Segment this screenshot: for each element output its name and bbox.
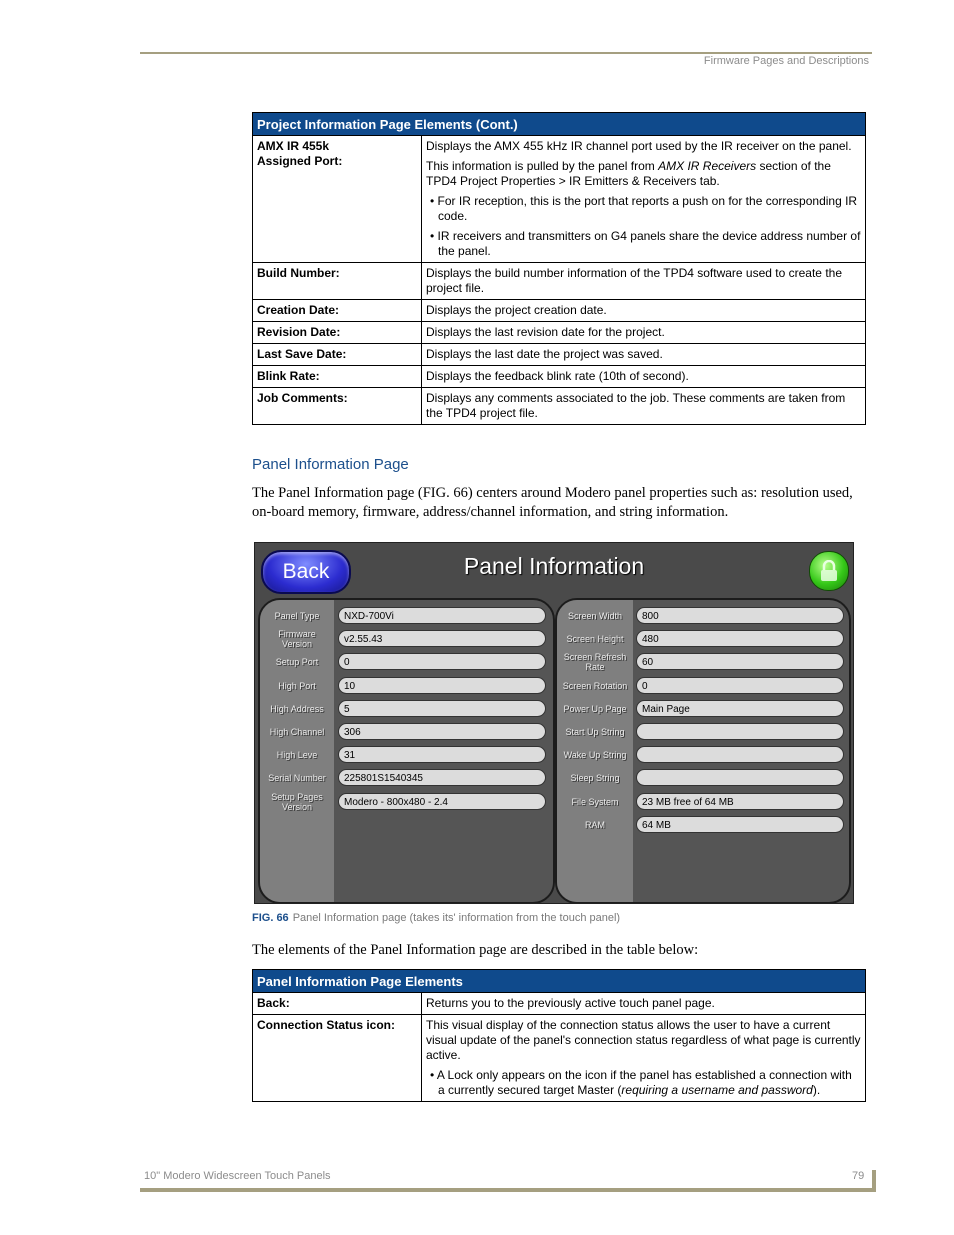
section-header: Firmware Pages and Descriptions — [703, 55, 869, 67]
table-row — [253, 344, 866, 366]
field-label: Screen Rotation — [562, 680, 628, 691]
row-desc: Displays the feedback blink rate (10th of second). — [422, 366, 866, 388]
table-row — [253, 388, 866, 425]
field-label: File System — [571, 796, 619, 807]
field-value: Modero - 800x480 - 2.4 — [338, 793, 546, 810]
footer-rule — [140, 1188, 876, 1192]
table-title: Panel Information Page Elements — [253, 970, 866, 993]
field-label: Screen Width — [567, 611, 623, 621]
table-row — [253, 136, 866, 263]
row-label: Creation Date: — [253, 300, 422, 322]
field-label: Serial Number — [268, 773, 326, 784]
table-row — [253, 263, 866, 300]
project-info-table — [252, 112, 866, 425]
row-desc-text: This information is pulled by the panel from AMX IR Receivers section of the TPD4 Project Properties > IR Emitters & Receivers tab. — [426, 159, 831, 188]
intro-paragraph: The Panel Information page (FIG. 66) centers around Modero panel properties such as: resolution used, on-board memory, firmware, address/channel information, and string information. — [252, 485, 853, 520]
field-label: Screen Height — [566, 634, 624, 645]
field-value: 480 — [636, 630, 844, 647]
field-value: 225801S1540345 — [338, 769, 546, 786]
table-intro: The elements of the Panel Information page are described in the table below: — [252, 942, 699, 958]
field-value: 60 — [636, 653, 844, 670]
field-label: Start Up String — [565, 727, 625, 737]
row-desc: Displays the project creation date. — [422, 300, 866, 322]
row-desc — [422, 1015, 866, 1102]
field-label: High Address — [270, 703, 324, 714]
field-label: Power Up Page — [563, 703, 627, 714]
footer-title: 10" Modero Widescreen Touch Panels — [144, 1170, 331, 1182]
row-label: Job Comments: — [253, 388, 422, 425]
table-title: Project Information Page Elements (Cont.) — [253, 113, 866, 136]
figure-caption-text: Panel Information page (takes its' information from the touch panel) — [292, 912, 621, 924]
row-desc — [422, 136, 866, 263]
field-value: 800 — [636, 607, 844, 624]
figure-caption — [252, 912, 620, 924]
field-value: 31 — [338, 746, 546, 763]
top-rule — [140, 52, 872, 54]
right-info-pane — [555, 598, 851, 904]
section-title: Panel Information Page — [252, 456, 409, 473]
field-value: 0 — [338, 653, 546, 670]
field-value — [636, 723, 844, 740]
panel-screenshot — [254, 542, 854, 904]
panel-info-table — [252, 969, 866, 1102]
field-value: NXD-700Vi — [338, 607, 546, 624]
panel-title: Panel Information — [463, 553, 645, 579]
field-value: 23 MB free of 64 MB — [636, 793, 844, 810]
field-label: Firmware Version — [278, 629, 316, 650]
field-label: RAM — [585, 819, 605, 830]
row-desc-text: This visual display of the connection status allows the user to have a current visual update of the panel's connection status regardless of what page is currently active. — [426, 1018, 861, 1062]
page-number: 79 — [852, 1170, 865, 1182]
field-value: 306 — [338, 723, 546, 740]
row-desc: Displays the build number information of the TPD4 software used to create the project file. — [422, 263, 866, 300]
field-value: 10 — [338, 677, 546, 694]
row-desc: Displays any comments associated to the job. These comments are taken from the TPD4 project file. — [422, 388, 866, 425]
figure-number: FIG. 66 — [252, 912, 289, 924]
field-label: Setup Port — [275, 657, 319, 668]
bullet-item: • IR receivers and transmitters on G4 panels share the device address number of the panel. — [430, 229, 861, 258]
table-row — [253, 366, 866, 388]
row-label: Build Number: — [253, 263, 422, 300]
field-value: Main Page — [636, 700, 844, 717]
row-desc: Displays the last date the project was saved. — [422, 344, 866, 366]
bullet-item: • A Lock only appears on the icon if the panel has established a connection with a currently secured target Master (requiring a username and password). — [430, 1068, 852, 1097]
table-row — [253, 1015, 866, 1102]
row-label: Connection Status icon: — [253, 1015, 422, 1102]
lock-icon — [819, 560, 839, 582]
left-info-pane — [258, 598, 555, 904]
row-desc: Displays the last revision date for the project. — [422, 322, 866, 344]
field-label: Setup Pages Version — [271, 791, 323, 812]
field-value: 64 MB — [636, 816, 844, 833]
field-label: High Leve — [276, 750, 318, 761]
field-label: Sleep String — [570, 773, 620, 784]
field-label: Screen Refresh Rate — [563, 652, 627, 673]
field-value: 5 — [338, 700, 546, 717]
table-row — [253, 993, 866, 1015]
row-label: AMX IR 455k Assigned Port: — [253, 136, 422, 263]
row-label: Back: — [253, 993, 422, 1015]
row-label: Revision Date: — [253, 322, 422, 344]
field-label: Panel Type — [274, 611, 320, 621]
field-label: High Port — [278, 680, 316, 691]
field-label: High Channel — [269, 727, 325, 737]
field-label: Wake Up String — [563, 750, 627, 761]
field-value — [636, 746, 844, 763]
row-label: Blink Rate: — [253, 366, 422, 388]
row-desc: Returns you to the previously active touch panel page. — [422, 993, 866, 1015]
field-value: 0 — [636, 677, 844, 694]
bullet-item: • For IR reception, this is the port that reports a push on for the corresponding IR code. — [430, 194, 858, 223]
footer-rule-vertical — [872, 1170, 876, 1192]
row-desc-text: Displays the AMX 455 kHz IR channel port used by the IR receiver on the panel. — [426, 139, 852, 153]
field-value — [636, 769, 844, 786]
back-button[interactable]: Back — [261, 550, 351, 594]
connection-status-button[interactable] — [809, 551, 849, 591]
table-row — [253, 300, 866, 322]
table-row — [253, 322, 866, 344]
field-value: v2.55.43 — [338, 630, 546, 647]
row-label: Last Save Date: — [253, 344, 422, 366]
